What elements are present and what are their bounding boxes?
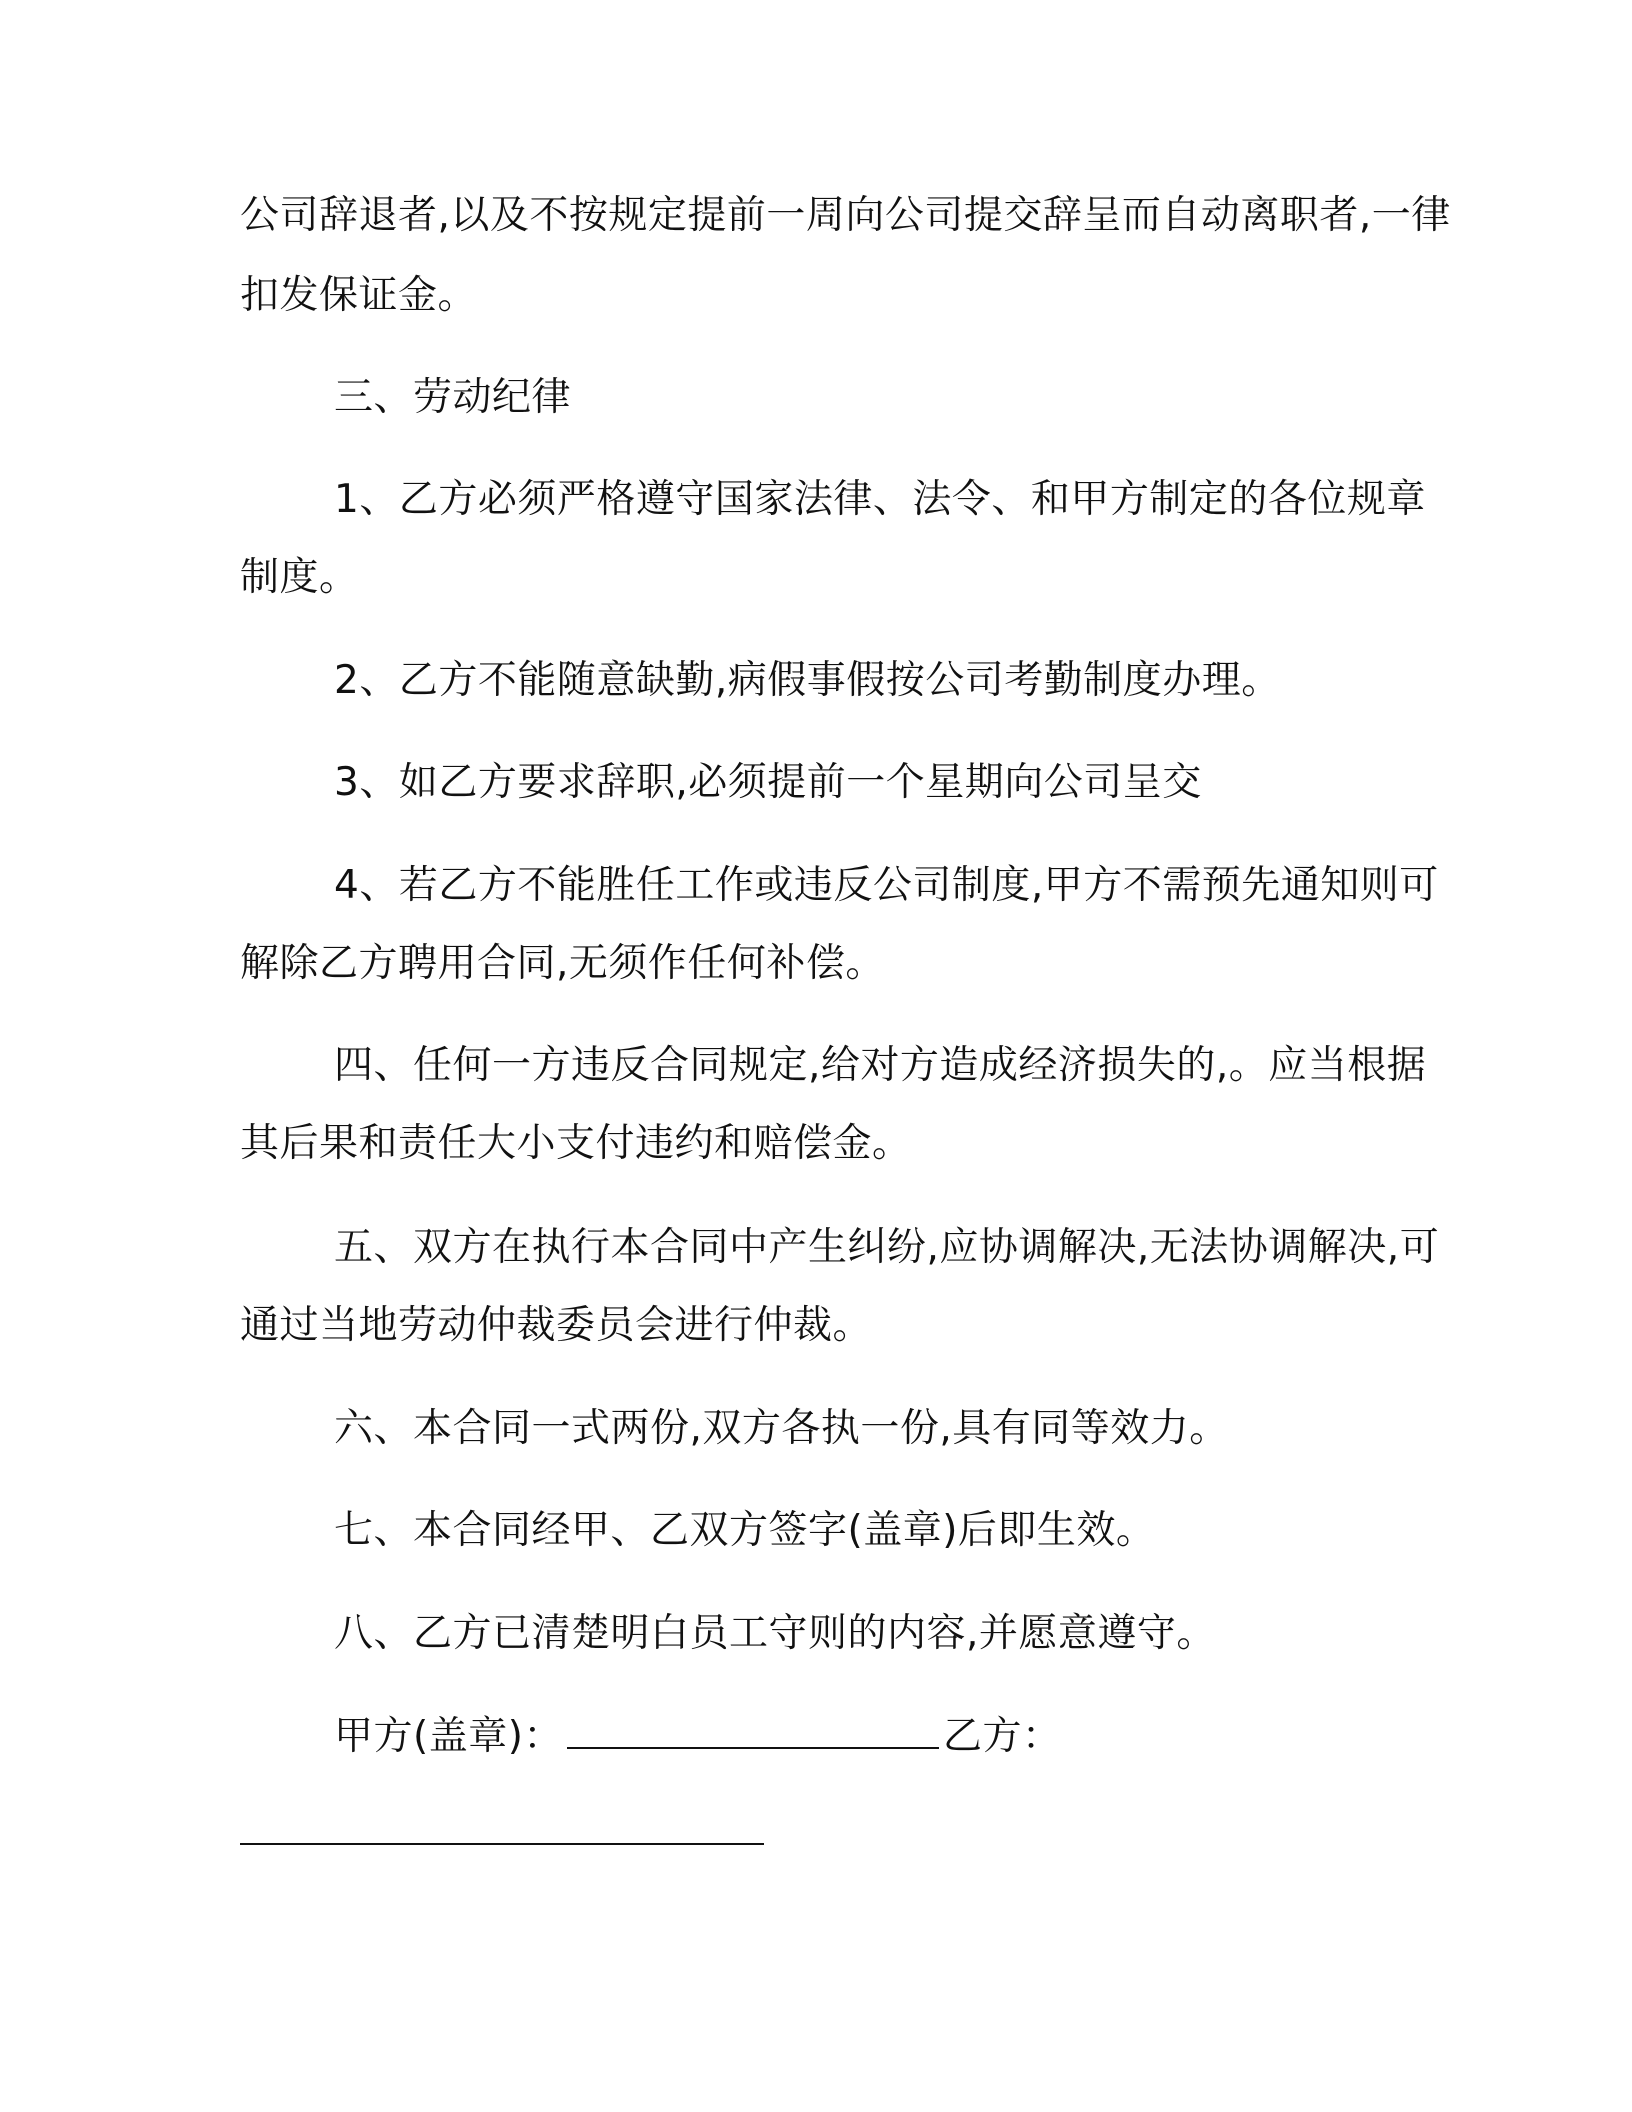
section-heading-labor-discipline: 三、劳动纪律 — [334, 375, 572, 420]
text-line-section-6: 六、本合同一式两份,双方各执一份,具有同等效力。 — [334, 1406, 1229, 1451]
party-a-signature-blank — [567, 1747, 939, 1749]
text-line-clause-1-cont: 制度。 — [240, 555, 359, 600]
text-line-section-5-cont: 通过当地劳动仲裁委员会进行仲裁。 — [240, 1303, 873, 1348]
text-line-clause-4: 4、若乙方不能胜任工作或违反公司制度,甲方不需预先通知则可 — [334, 863, 1439, 908]
text-line-section-5: 五、双方在执行本合同中产生纠纷,应协调解决,无法协调解决,可 — [334, 1225, 1440, 1270]
party-b-signature-blank — [240, 1843, 764, 1845]
text-line-clause-1: 1、乙方必须严格遵守国家法律、法令、和甲方制定的各位规章 — [334, 477, 1426, 522]
text-line-clause-4-cont: 解除乙方聘用合同,无须作任何补偿。 — [240, 941, 885, 986]
party-a-label: 甲方(盖章)： — [334, 1714, 563, 1759]
text-line-clause-3: 3、如乙方要求辞职,必须提前一个星期向公司呈交 — [334, 760, 1202, 805]
signature-line — [334, 1711, 1061, 1763]
party-b-label: 乙方： — [942, 1714, 1062, 1759]
text-line-section-4: 四、任何一方违反合同规定,给对方造成经济损失的,。应当根据 — [334, 1043, 1427, 1088]
text-line-section-4-cont: 其后果和责任大小支付违约和赔偿金。 — [240, 1121, 912, 1166]
text-line-1: 公司辞退者,以及不按规定提前一周向公司提交辞呈而自动离职者,一律 — [240, 193, 1451, 238]
text-line-2: 扣发保证金。 — [240, 273, 478, 318]
text-line-section-7: 七、本合同经甲、乙双方签字(盖章)后即生效。 — [334, 1508, 1156, 1553]
text-line-clause-2: 2、乙方不能随意缺勤,病假事假按公司考勤制度办理。 — [334, 658, 1281, 703]
text-line-section-8: 八、乙方已清楚明白员工守则的内容,并愿意遵守。 — [334, 1611, 1216, 1656]
